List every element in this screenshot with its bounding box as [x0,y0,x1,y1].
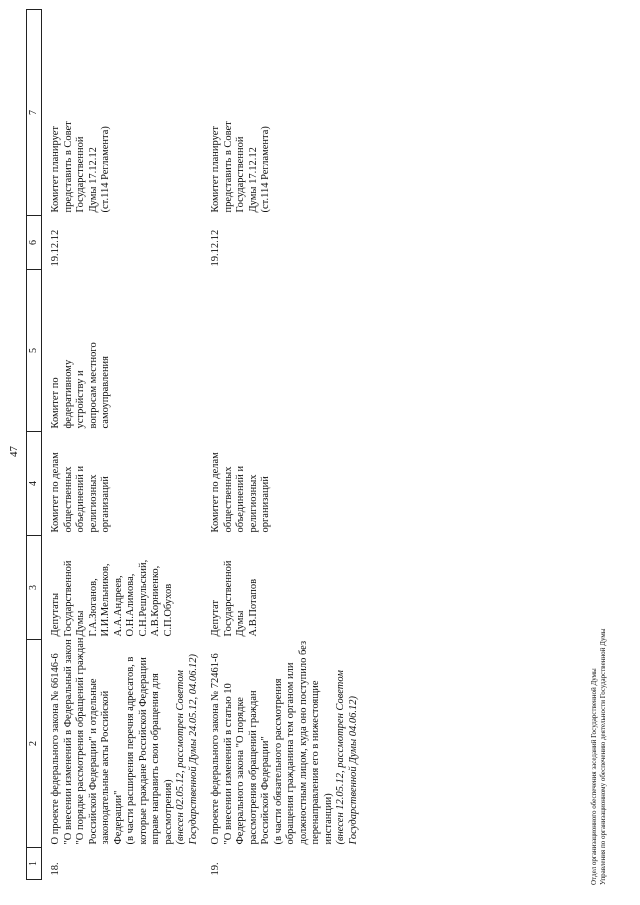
col-header-6: 6 [27,216,42,270]
author-line: Государственной [222,560,234,637]
plan-line: Государственной [235,136,246,213]
bill-description [42,637,205,848]
co-committee-line: федеративному [62,359,74,429]
author-line: Государственной [62,560,74,637]
co-committee-line: вопросам местного [87,342,99,429]
bill-title-line: "О порядке рассмотрения обращений граждан [75,637,86,845]
col-header-4: 4 [27,432,42,536]
committee-line: объединений и [75,465,86,533]
bill-authors [42,536,205,640]
committee-line: организаций [100,476,111,533]
col-header-5: 5 [27,270,42,432]
author-line: Думы [75,610,86,637]
page-footer [590,629,608,885]
bill-note-line: Государственной Думы 04.06.12) [347,696,359,845]
author-line: Депутаты [50,592,61,637]
bill-title-line: вправе направить свои обращения для [150,673,161,845]
bill-note-line: (внесен 02.05.12, рассмотрен Советом [175,670,186,845]
bill-title-line: рассмотрения обращений граждан [247,690,259,845]
responsible-committee [42,432,205,536]
table-row [42,10,205,880]
row-number: 19. [210,862,221,876]
plan-line: Государственной [75,136,86,213]
plan-note [42,10,205,216]
footer-line: Управления по организационному обеспечению деятельности Государственной Думы [599,628,607,885]
responsible-committee [204,432,364,536]
bill-title-line: Федерального закона "О порядке [235,697,246,845]
bill-description [204,640,364,848]
bill-note-line: Государственной Думы 24.05.12, 04.06.12) [187,654,199,845]
plan-line: Думы 17.12.12 [247,147,259,213]
bill-title-line: (в части обязательного рассмотрения [272,678,284,845]
bill-title-line: обращения гражданина тем органом или [285,662,296,845]
col-header-7: 7 [27,10,42,216]
table-row [204,10,364,880]
co-committee-line: Комитет по [50,377,61,429]
co-committee-line: самоуправления [100,355,111,429]
bill-title-line: законодательные акты Российской [100,690,111,845]
author-line: Г.А.Зюганов, [87,578,99,637]
plan-line: Комитет планирует [210,126,221,213]
review-date: 19.12.12 [210,229,221,267]
author-line: А.В.Потапов [247,578,259,637]
plan-line: представить в Совет [62,121,74,213]
committee-line: общественных [222,466,234,533]
bill-title-line: "О внесении изменений в Федеральный закон [62,639,74,845]
bill-title-line: Федерации" [112,790,124,845]
committee-line: организаций [260,476,271,533]
bill-title-line: О проекте федерального закона № 66146-6 [50,653,61,845]
bill-title-line: Российской Федерации" [260,736,271,845]
co-executor-committee [42,270,205,432]
author-line: С.Н.Решульский, [137,559,149,637]
plan-line: Думы 17.12.12 [87,147,99,213]
plan-line: представить в Совет [222,121,234,213]
bill-note-line: (внесен 12.05.12, рассмотрен Советом [335,670,346,845]
committee-line: объединений и [235,465,246,533]
committee-line: религиозных [87,474,99,533]
author-line: И.И.Мельников, [100,563,111,637]
header-row [27,10,42,880]
plan-line: (ст.114 Регламента) [100,126,111,213]
co-committee-line: устройству и [75,370,86,429]
col-header-3: 3 [27,536,42,640]
plan-note [204,10,364,216]
co-executor-committee [204,270,364,432]
bill-title-line: должностным лицом, куда оно поступило без [297,640,309,845]
committee-line: общественных [62,466,74,533]
page-number: 47 [8,446,20,457]
committee-line: Комитет по делам [50,452,61,533]
bill-title-line: которые граждане Российской Федерации [137,657,149,845]
bill-title-line: О проекте федерального закона № 72461-6 [210,653,221,845]
col-header-1: 1 [27,848,42,880]
committee-line: религиозных [247,474,259,533]
committee-line: Комитет по делам [210,452,221,533]
author-line: О.Н.Алимова, [125,573,136,637]
col-header-2: 2 [27,640,42,848]
bill-title-line: "О внесении изменений в статью 10 [222,683,234,845]
author-line: Депутат [210,599,221,637]
author-line: А.В.Корниенко, [150,565,161,637]
row-number: 18. [50,862,61,876]
bills-table [26,9,364,880]
bill-title-line: рассмотрения) [162,779,174,845]
footer-line: Отдел организационного обеспечения заседаний Государственной Думы [590,668,598,885]
bill-title-line: (в части расширения перечня адресатов, в [125,656,136,845]
plan-line: (ст.114 Регламента) [260,126,271,213]
author-line: Думы [235,610,246,637]
bill-title-line: Российской Федерации" и отдельные [87,678,99,845]
bill-title-line: перенаправления его в нижестоящие [310,680,321,845]
plan-line: Комитет планирует [50,126,61,213]
bill-authors [204,536,364,640]
review-date: 19.12.12 [50,229,61,267]
author-line: С.П.Обухов [162,583,174,637]
author-line: А.А.Андреев, [112,575,124,637]
bill-title-line: инстанции) [322,793,334,845]
